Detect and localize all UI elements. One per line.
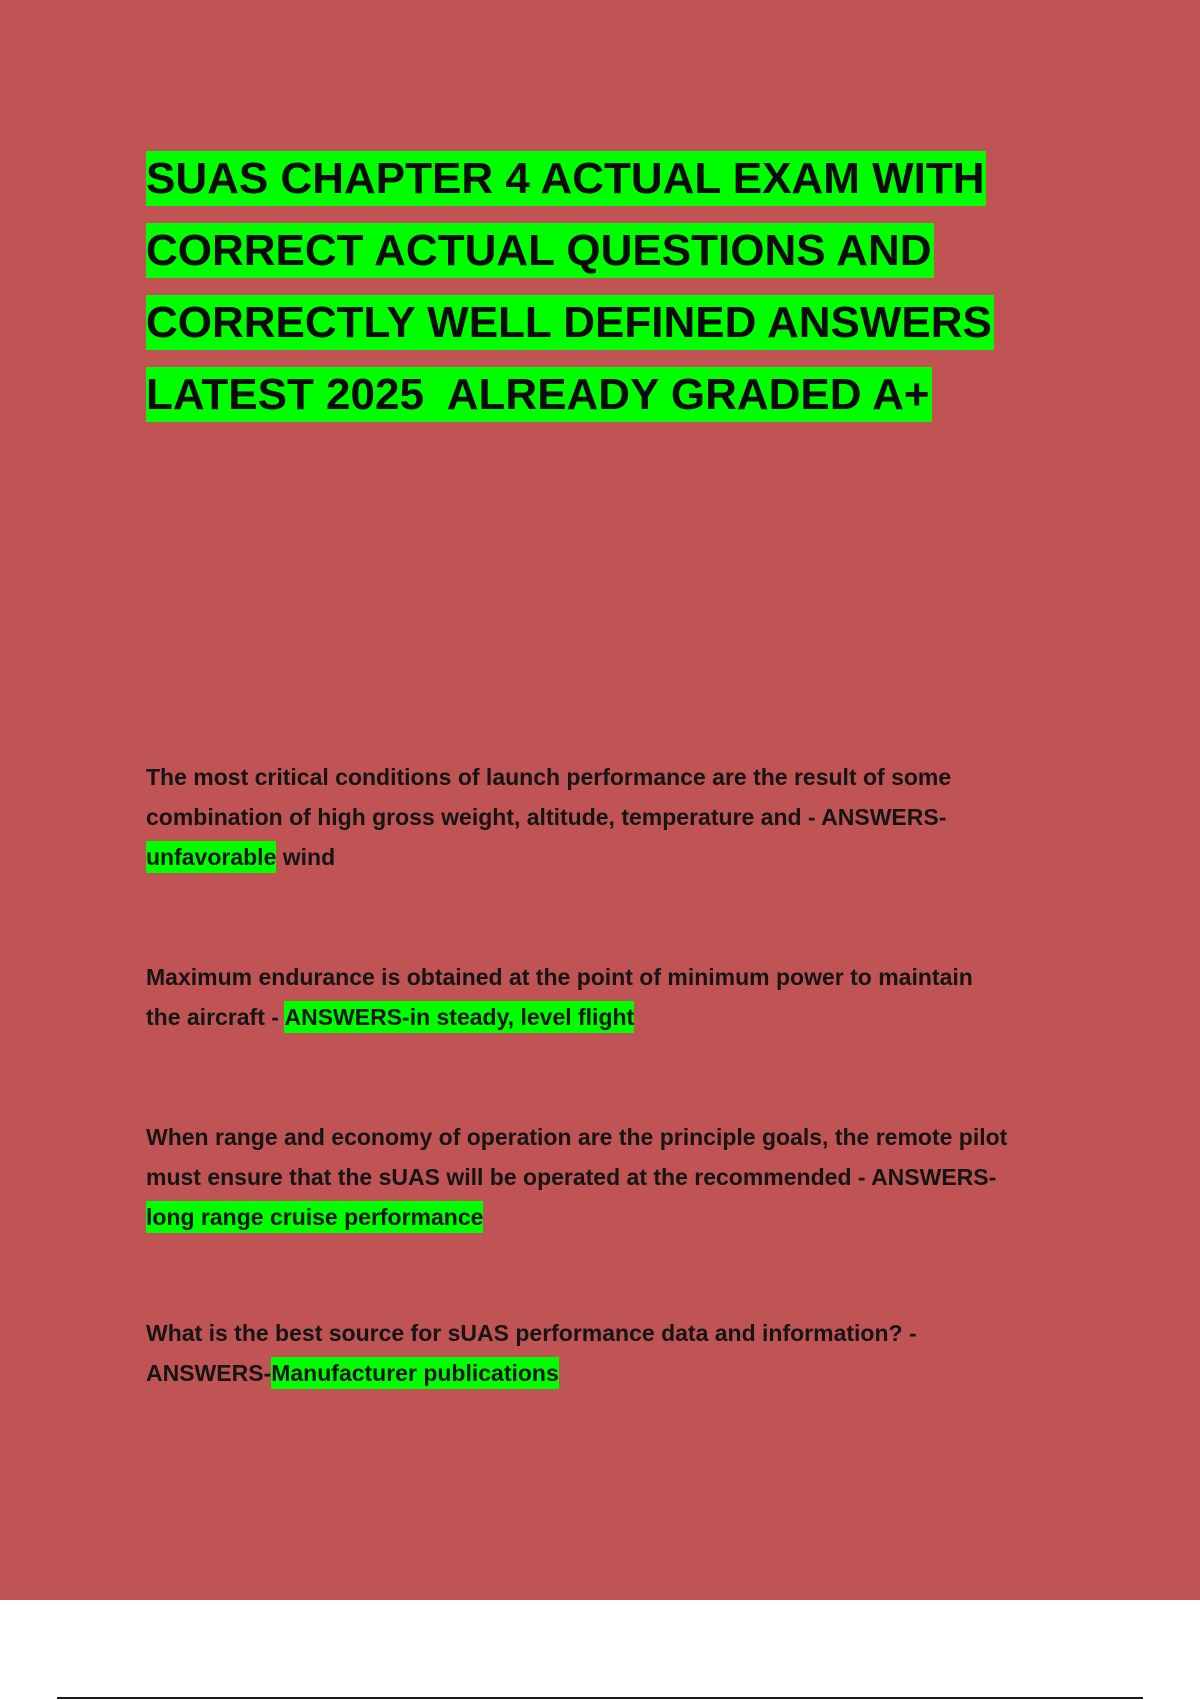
answer-highlight: unfavorable <box>146 841 276 873</box>
title-line-text: SUAS CHAPTER 4 ACTUAL EXAM WITH <box>146 151 986 206</box>
question-text: What is the best source for sUAS performance data and information? - <box>146 1320 917 1346</box>
title-line <box>146 287 1046 359</box>
question-text: Maximum endurance is obtained at the point of minimum power to maintain <box>146 964 973 990</box>
title-line-text: CORRECT ACTUAL QUESTIONS AND <box>146 223 934 278</box>
footer-rule <box>57 1697 1143 1699</box>
question-block <box>146 957 1086 1037</box>
title-line <box>146 143 1046 215</box>
question-block <box>146 757 1086 877</box>
question-block <box>146 1313 1086 1393</box>
answer-highlight: long range cruise performance <box>146 1201 483 1233</box>
question-block <box>146 1117 1086 1237</box>
question-text: the aircraft - <box>146 1004 285 1030</box>
question-text: combination of high gross weight, altitude, temperature and - ANSWERS- <box>146 804 947 830</box>
title-line-text: LATEST 2025 ALREADY GRADED A+ <box>146 367 932 422</box>
question-text: When range and economy of operation are the principle goals, the remote pilot <box>146 1124 1008 1150</box>
question-text: The most critical conditions of launch performance are the result of some <box>146 764 952 790</box>
title-line <box>146 359 1046 431</box>
question-text: ANSWERS- <box>146 1360 272 1386</box>
question-text: must ensure that the sUAS will be operated at the recommended - ANSWERS- <box>146 1164 997 1190</box>
title-line <box>146 215 1046 287</box>
answer-highlight: ANSWERS-in steady, level flight <box>284 1001 634 1033</box>
document-title <box>146 143 1046 431</box>
answer-text: wind <box>276 844 336 870</box>
answer-highlight: Manufacturer publications <box>271 1357 559 1389</box>
title-line-text: CORRECTLY WELL DEFINED ANSWERS <box>146 295 994 350</box>
